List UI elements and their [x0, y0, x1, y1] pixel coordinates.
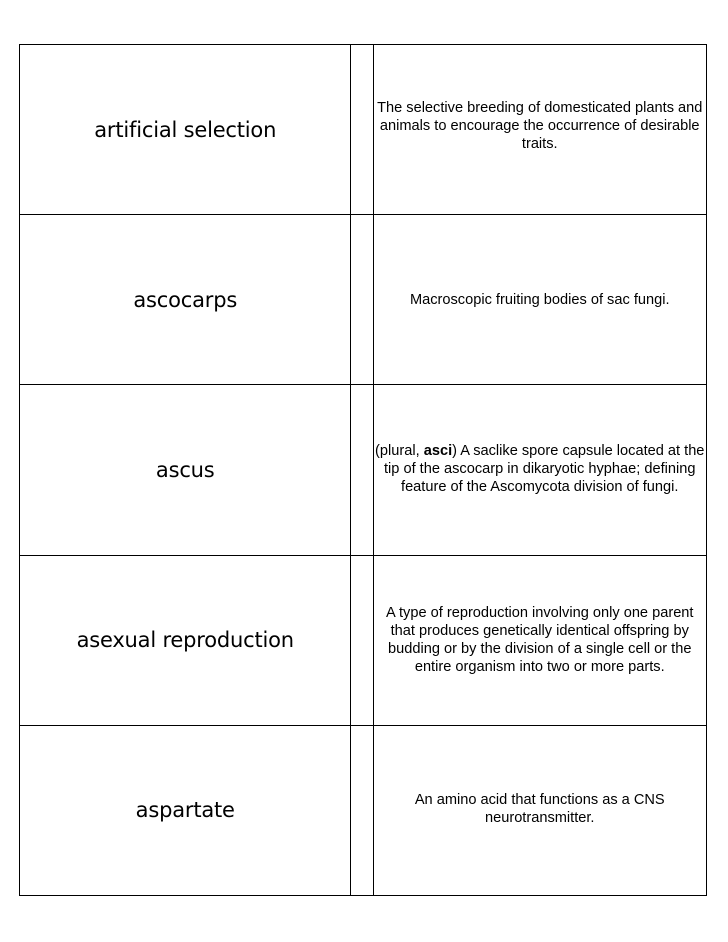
card-definition-text: ) A saclike spore capsule located at the tip of the ascocarp in dikaryotic hyphae; defining feature of the Ascomycota division of fungi. — [383, 442, 705, 495]
card-gap — [351, 555, 373, 725]
card-gap — [351, 215, 373, 385]
card-definition-text: Macroscopic fruiting bodies of sac fungi. — [409, 291, 670, 308]
card-term-text: ascocarps — [133, 287, 238, 312]
card-gap — [351, 725, 373, 895]
card-definition — [373, 555, 707, 725]
card-definition — [373, 725, 707, 895]
card-term — [20, 45, 351, 215]
card-gap — [351, 45, 373, 215]
card-definition-text: A type of reproduction involving only one parent that produces genetically identical offspring by budding or by the division of a single cell or the entire organism into two or more parts. — [386, 605, 694, 676]
card-term-text: aspartate — [135, 798, 235, 823]
card-term-text: ascus — [155, 457, 215, 482]
card-term — [20, 555, 351, 725]
card-definition-bold: asci — [423, 442, 453, 459]
card-definition-text: An amino acid that functions as a CNS neurotransmitter. — [414, 792, 665, 827]
card-definition-prefix: (plural, — [375, 442, 424, 459]
flashcard-row — [20, 45, 707, 215]
flashcard-row — [20, 725, 707, 895]
card-gap — [351, 385, 373, 555]
card-term-text: artificial selection — [94, 117, 277, 142]
card-definition — [373, 385, 707, 555]
card-term — [20, 385, 351, 555]
card-definition-text: The selective breeding of domesticated plants and animals to encourage the occurrence of desirable traits. — [377, 100, 703, 153]
card-definition — [373, 215, 707, 385]
card-term — [20, 725, 351, 895]
flashcard-row — [20, 555, 707, 725]
card-definition — [373, 45, 707, 215]
flashcard-row — [20, 385, 707, 555]
flashcard-row — [20, 215, 707, 385]
card-term-text: asexual reproduction — [76, 628, 294, 653]
card-term — [20, 215, 351, 385]
flashcard-sheet — [19, 44, 707, 896]
